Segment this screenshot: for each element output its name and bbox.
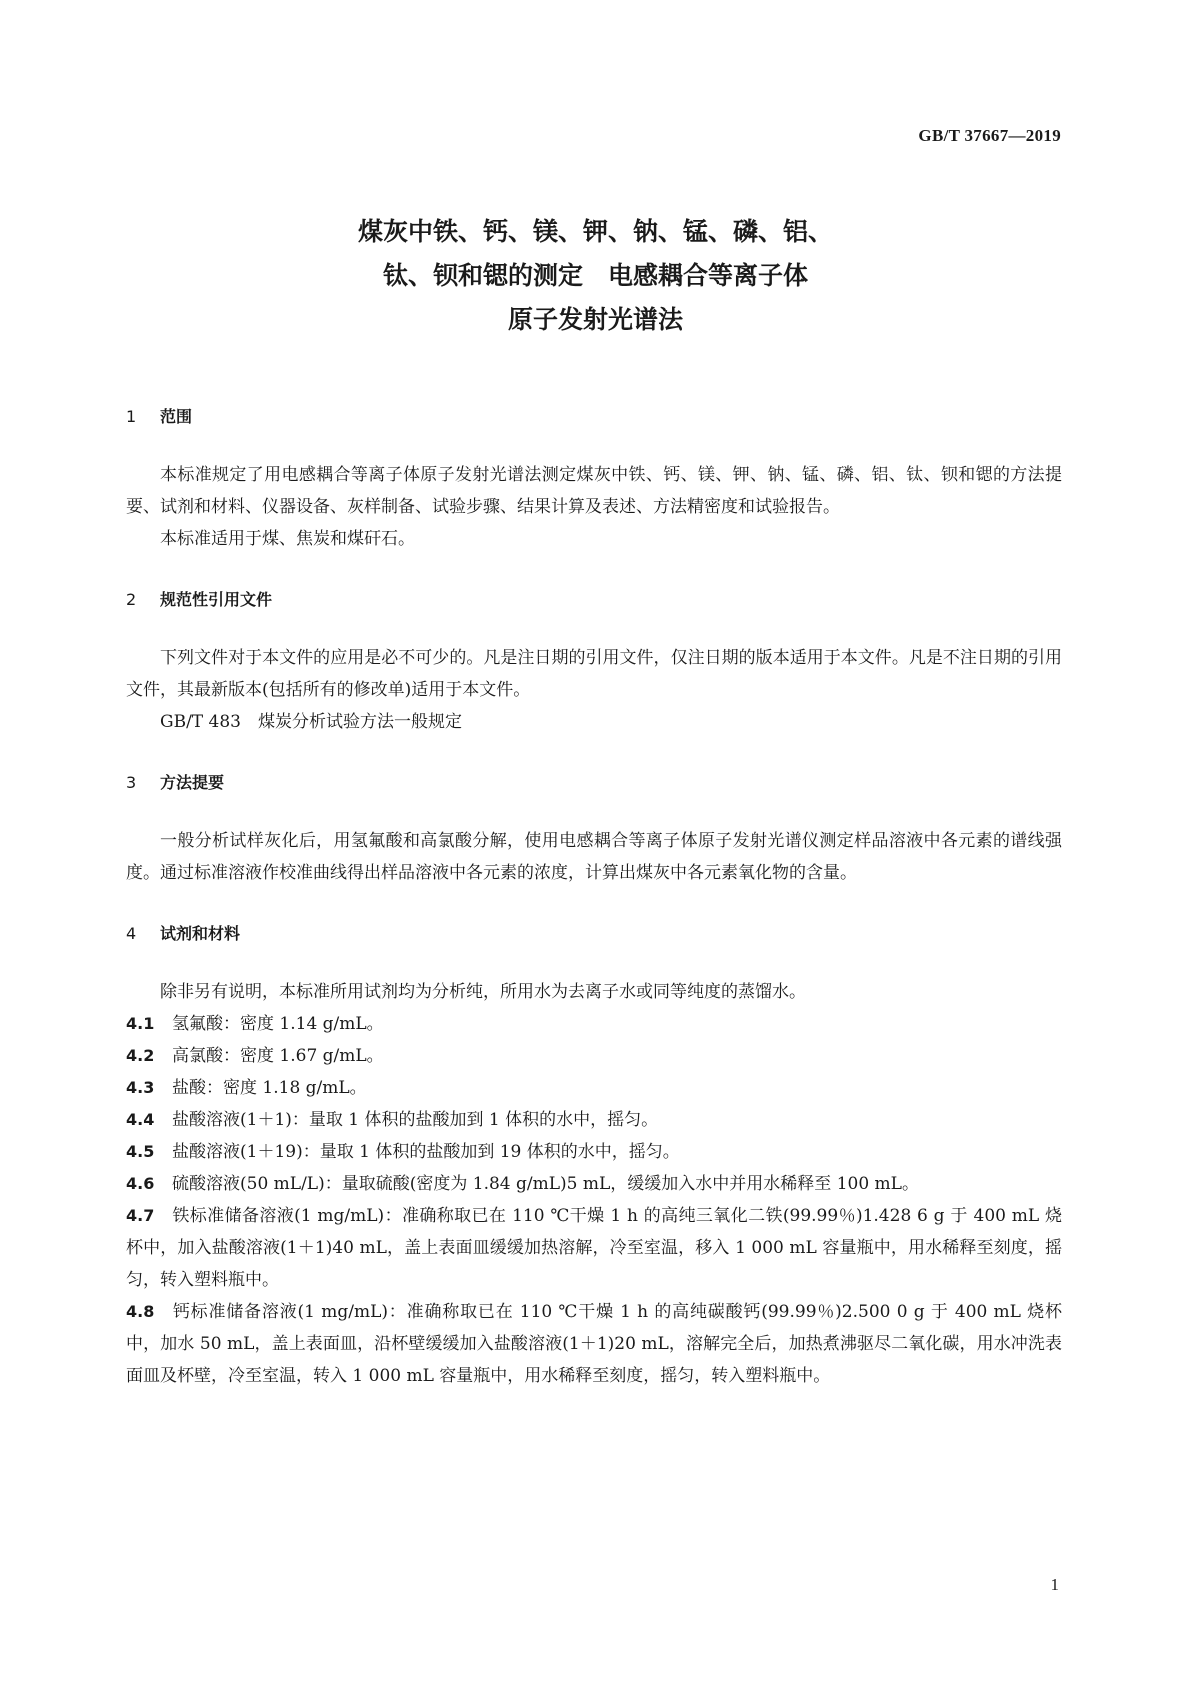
reagent-item xyxy=(126,1168,1062,1200)
section-title: 规范性引用文件 xyxy=(160,590,273,609)
section-title: 方法提要 xyxy=(160,773,225,792)
item-number: 4.1 xyxy=(126,1014,155,1033)
section-3-heading xyxy=(126,770,1062,793)
item-text: 盐酸溶液(1＋19)：量取 1 体积的盐酸加到 19 体积的水中，摇匀。 xyxy=(172,1142,680,1162)
section-1-heading xyxy=(126,404,1062,427)
section-number: 2 xyxy=(126,590,137,609)
reagent-item xyxy=(126,1296,1062,1392)
title-line-1: 煤灰中铁、钙、镁、钾、钠、锰、磷、铝、 xyxy=(357,217,833,246)
item-text: 硫酸溶液(50 mL/L)：量取硫酸(密度为 1.84 g/mL)5 mL，缓缓加入水中并用水稀释至 100 mL。 xyxy=(172,1174,919,1194)
item-number: 4.7 xyxy=(126,1206,155,1225)
section-title: 范围 xyxy=(160,407,193,426)
item-text: 盐酸：密度 1.18 g/mL。 xyxy=(172,1078,367,1098)
section-2-paragraph: 下列文件对于本文件的应用是必不可少的。凡是注日期的引用文件，仅注日期的版本适用于本文件。凡是不注日期的引用文件，其最新版本(包括所有的修改单)适用于本文件。 xyxy=(126,648,1062,700)
normative-reference: GB/T 483 煤炭分析试验方法一般规定 xyxy=(160,712,462,732)
item-text: 盐酸溶液(1＋1)：量取 1 体积的盐酸加到 1 体积的水中，摇匀。 xyxy=(172,1110,659,1130)
title-line-2: 钛、钡和锶的测定 电感耦合等离子体 xyxy=(382,261,808,290)
item-number: 4.6 xyxy=(126,1174,155,1193)
reagent-item xyxy=(126,1040,1062,1072)
title-line-3: 原子发射光谱法 xyxy=(507,305,683,334)
item-text: 氢氟酸：密度 1.14 g/mL。 xyxy=(172,1014,384,1034)
reagent-item xyxy=(126,1072,1062,1104)
reagent-item xyxy=(126,1104,1062,1136)
reagent-item xyxy=(126,1008,1062,1040)
section-4-heading xyxy=(126,921,1062,944)
item-text: 铁标准储备溶液(1 mg/mL)：准确称取已在 110 ℃干燥 1 h 的高纯三氧化二铁(99.99％)1.428 6 g 于 400 mL 烧杯中，加入盐酸溶液(1＋1)40 mL，盖上表面皿缓缓加热溶解，冷至室温，移入 1 000 mL 容量瓶中，用水稀释至刻度，摇匀，转入塑料瓶中。 xyxy=(126,1206,1062,1290)
section-4-intro: 除非另有说明，本标准所用试剂均为分析纯，所用水为去离子水或同等纯度的蒸馏水。 xyxy=(160,982,806,1002)
reagent-item xyxy=(126,1136,1062,1168)
section-2-heading xyxy=(126,587,1062,610)
section-1-paragraph-2: 本标准适用于煤、焦炭和煤矸石。 xyxy=(160,529,415,549)
standard-number: GB/T 37667—2019 xyxy=(918,126,1061,145)
item-number: 4.3 xyxy=(126,1078,155,1097)
item-text: 钙标准储备溶液(1 mg/mL)：准确称取已在 110 ℃干燥 1 h 的高纯碳酸钙(99.99％)2.500 0 g 于 400 mL 烧杯中，加水 50 mL，盖上表面皿，沿杯壁缓缓加入盐酸溶液(1＋1)20 mL，溶解完全后，加热煮沸驱尽二氧化碳，用水冲洗表面皿及杯壁，冷至室温，转入 1 000 mL 容量瓶中，用水稀释至刻度，摇匀，转入塑料瓶中。 xyxy=(126,1302,1062,1386)
document-body xyxy=(126,404,1062,1392)
reagent-item xyxy=(126,1200,1062,1296)
item-number: 4.5 xyxy=(126,1142,155,1161)
item-number: 4.2 xyxy=(126,1046,155,1065)
item-text: 高氯酸：密度 1.67 g/mL。 xyxy=(172,1046,384,1066)
item-number: 4.4 xyxy=(126,1110,155,1129)
section-title: 试剂和材料 xyxy=(160,924,241,943)
section-3-paragraph: 一般分析试样灰化后，用氢氟酸和高氯酸分解，使用电感耦合等离子体原子发射光谱仪测定样品溶液中各元素的谱线强度。通过标准溶液作校准曲线得出样品溶液中各元素的浓度，计算出煤灰中各元素氧化物的含量。 xyxy=(126,831,1062,883)
page-number: 1 xyxy=(1050,1575,1059,1594)
document-title xyxy=(0,210,1191,342)
section-number: 4 xyxy=(126,924,137,943)
section-1-paragraph-1: 本标准规定了用电感耦合等离子体原子发射光谱法测定煤灰中铁、钙、镁、钾、钠、锰、磷、铝、钛、钡和锶的方法提要、试剂和材料、仪器设备、灰样制备、试验步骤、结果计算及表述、方法精密度和试验报告。 xyxy=(126,465,1062,517)
section-number: 1 xyxy=(126,407,137,426)
section-number: 3 xyxy=(126,773,137,792)
item-number: 4.8 xyxy=(126,1302,155,1321)
